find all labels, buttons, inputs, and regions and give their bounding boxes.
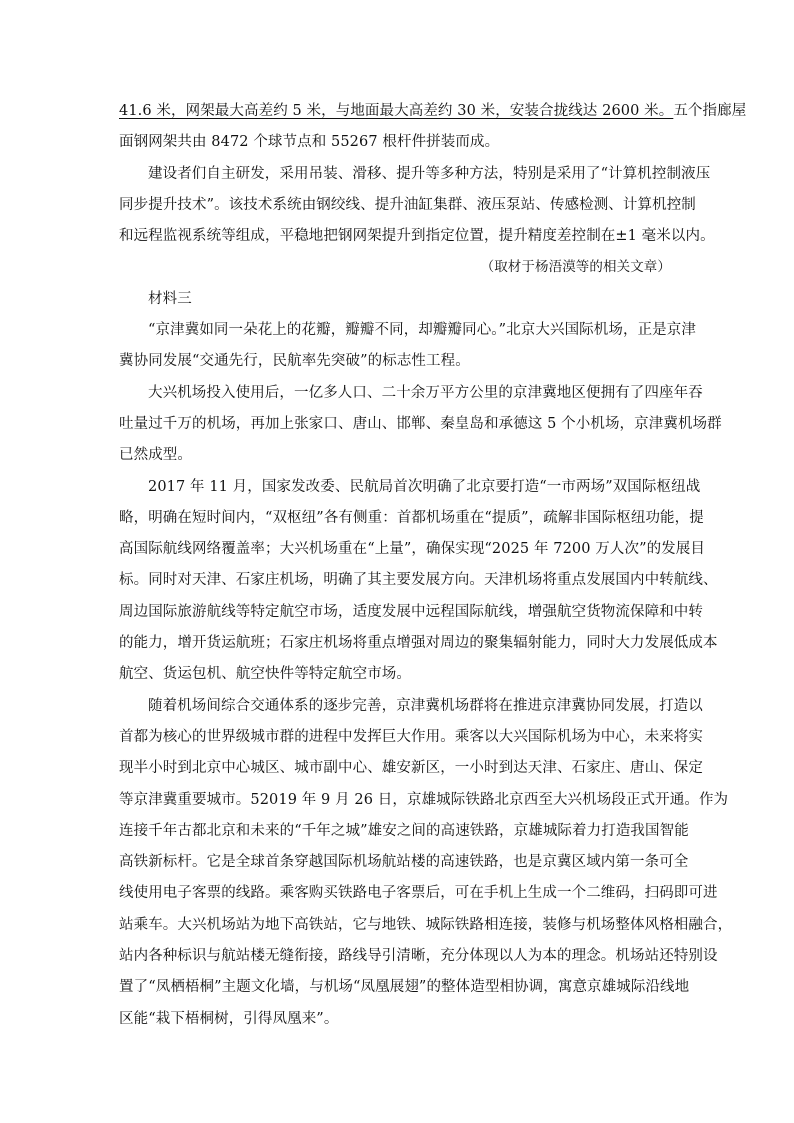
paragraph-line: 周边国际旅游航线等特定航空市场，适度发展中远程国际航线，增强航空货物流保障和中转 xyxy=(119,603,703,620)
source-citation: （取材于杨浯漠等的相关文章） xyxy=(480,259,671,276)
paragraph-line: 已然成型。 xyxy=(119,447,192,464)
paragraph-line: 和远程监视系统等组成，平稳地把钢网架提升到指定位置，提升精度差控制在±1 毫米以内。 xyxy=(119,228,715,245)
paragraph-line: 高国际航线网络覆盖率；大兴机场重在“上量”，确保实现“2025 年 7200 万人次”的发展目 xyxy=(119,541,705,558)
paragraph-line: 高铁新标杆。它是全球首条穿越国际机场航站楼的高速铁路，也是京冀区域内第一条可全 xyxy=(119,854,689,871)
paragraph-line: 航空、货运包机、航空快件等特定航空市场。 xyxy=(119,666,411,683)
paragraph-line: 首都为核心的世界级城市群的进程中发挥巨大作用。乘客以大兴国际机场为中心，未来将实 xyxy=(119,728,703,745)
paragraph-line: 标。同时对天津、石家庄机场，明确了其主要发展方向。天津机场将重点发展国内中转航线、 xyxy=(119,572,718,589)
paragraph-line: 线使用电子客票的线路。乘客购买铁路电子客票后，可在手机上生成一个二维码，扫码即可进 xyxy=(119,885,718,902)
paragraph-line: 建设者们自主研发，采用吊装、滑移、提升等多种方法，特别是采用了“计算机控制液压 xyxy=(148,165,711,182)
paragraph-line: 同步提升技术”。该技术系统由钢绞线、提升油缸集群、液压泵站、传感检测、计算机控制 xyxy=(119,196,696,213)
paragraph-line: 2017 年 11 月，国家发改委、民航局首次明确了北京要打造“一市两场”双国际枢纽战 xyxy=(148,478,701,495)
paragraph-line: 区能“栽下梧桐树，引得凤凰来”。 xyxy=(119,1010,339,1027)
paragraph-line: 等京津冀重要城市。52019 年 9 月 26 日，京雄城际铁路北京西至大兴机场段正式开通。作为 xyxy=(119,791,729,808)
paragraph-line: 站乘车。大兴机场站为地下高铁站，它与地铁、城际铁路相连接，装修与机场整体风格相融合， xyxy=(119,916,733,933)
paragraph-line: 吐量过千万的机场，再加上张家口、唐山、邯郸、秦皇岛和承德这 5 个小机场，京津冀机场群 xyxy=(119,415,722,432)
text-span: 五个指廊屋 xyxy=(673,103,747,119)
paragraph-line xyxy=(119,96,747,127)
paragraph-line: 随着机场间综合交通体系的逐步完善，京津冀机场群将在推进京津冀协同发展，打造以 xyxy=(148,697,703,714)
paragraph-line: 置了“凤栖梧桐”主题文化墙，与机场“凤凰展翅”的整体造型相协调，寓意京雄城际沿线地 xyxy=(119,979,690,996)
paragraph-line: 站内各种标识与航站楼无缝衔接，路线导引清晰，充分体现以人为本的理念。机场站还特别设 xyxy=(119,948,718,965)
material-heading: 材料三 xyxy=(148,290,192,307)
underlined-text: 41.6 米，网架最大高差约 5 米，与地面最大高差约 30 米，安装合拢线达 2600 米。 xyxy=(119,103,674,119)
paragraph-line: 冀协同发展“交通先行，民航率先突破”的标志性工程。 xyxy=(119,353,470,370)
paragraph-line: 面钢网架共由 8472 个球节点和 55267 根杆件拼装而成。 xyxy=(119,134,500,151)
paragraph-line: 略，明确在短时间内，“双枢纽”各有侧重：首都机场重在“提质”，疏解非国际枢纽功能，提 xyxy=(119,509,704,526)
paragraph-line: 的能力，增开货运航班；石家庄机场将重点增强对周边的聚集辐射能力，同时大力发展低成本 xyxy=(119,635,718,652)
paragraph-line: 现半小时到北京中心城区、城市副中心、雄安新区，一小时到达天津、石家庄、唐山、保定 xyxy=(119,760,703,777)
paragraph-line: 连接千年古都北京和未来的“千年之城”雄安之间的高速铁路，京雄城际着力打造我国智能 xyxy=(119,822,689,839)
document-page xyxy=(119,96,747,1035)
paragraph-line: “京津冀如同一朵花上的花瓣，瓣瓣不同，却瓣瓣同心。”北京大兴国际机场，正是京津 xyxy=(148,322,696,339)
paragraph-line: 大兴机场投入使用后，一亿多人口、二十余万平方公里的京津冀地区便拥有了四座年吞 xyxy=(148,384,703,401)
